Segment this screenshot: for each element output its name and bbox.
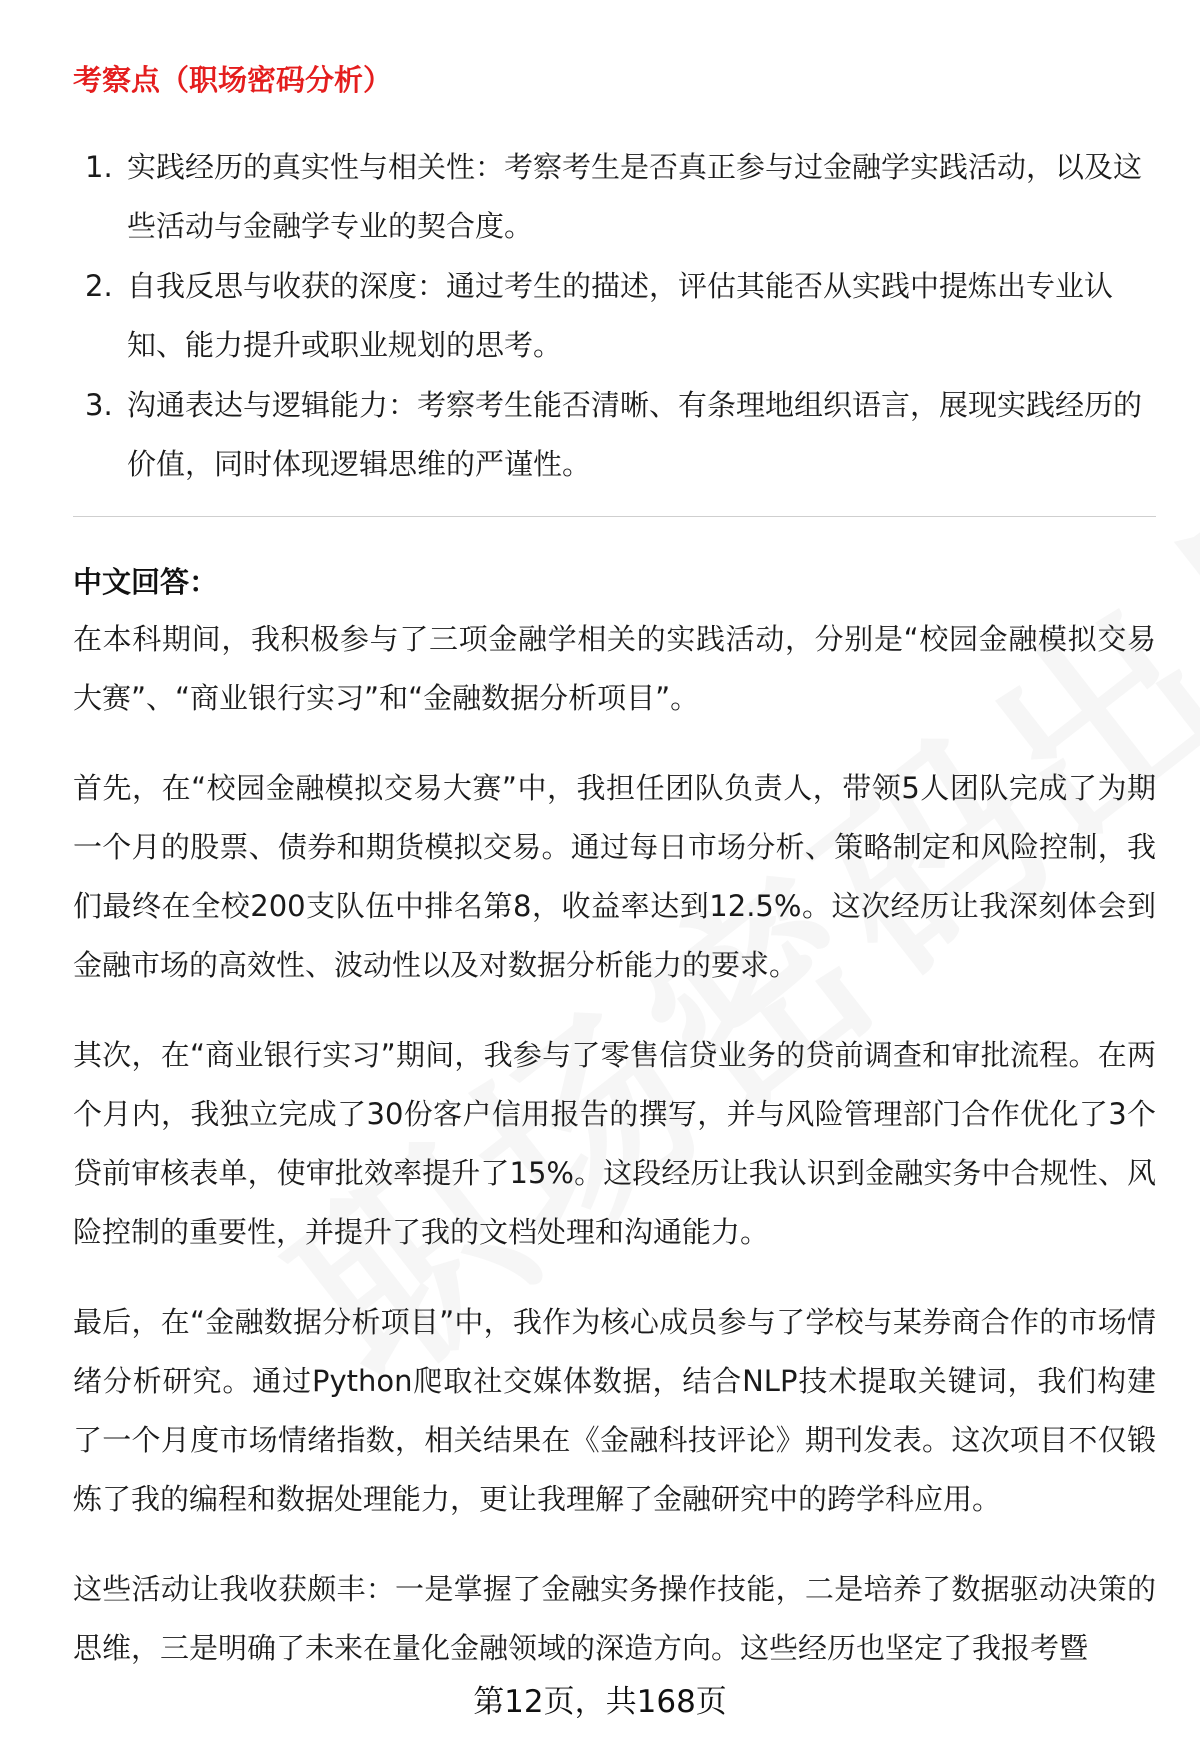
- answer-paragraph: 在本科期间，我积极参与了三项金融学相关的实践活动，分别是“校园金融模拟交易大赛”、“商业银行实习”和“金融数据分析项目”。: [73, 622, 1156, 715]
- list-item-text: 沟通表达与逻辑能力：考察考生能否清晰、有条理地组织语言，展现实践经历的价值，同时体现逻辑思维的严谨性。: [127, 388, 1143, 481]
- answer-paragraph: 这些活动让我收获颇丰：一是掌握了金融实务操作技能，二是培养了数据驱动决策的思维，三是明确了未来在量化金融领域的深造方向。这些经历也坚定了我报考暨: [73, 1572, 1156, 1665]
- section-divider: [73, 516, 1156, 517]
- list-item-number: 3.: [85, 388, 113, 422]
- list-item-number: 2.: [85, 269, 113, 303]
- list-item-text: 自我反思与收获的深度：通过考生的描述，评估其能否从实践中提炼出专业认知、能力提升或职业规划的思考。: [127, 269, 1114, 362]
- section-title-analysis: 考察点（职场密码分析）: [73, 63, 393, 97]
- answer-paragraph: 首先，在“校园金融模拟交易大赛”中，我担任团队负责人，带领5人团队完成了为期一个月的股票、债券和期货模拟交易。通过每日市场分析、策略制定和风险控制，我们最终在全校200支队伍中排名第8，收益率达到12.5%。这次经历让我深刻体会到金融市场的高效性、波动性以及对数据分析能力的要求。: [73, 771, 1156, 982]
- page-number: 第12页，共168页: [473, 1684, 727, 1720]
- analysis-list: [73, 138, 1153, 495]
- list-item: [73, 376, 1153, 494]
- list-item-number: 1.: [85, 150, 113, 184]
- answer-body: [73, 610, 1156, 1709]
- answer-paragraph: 其次，在“商业银行实习”期间，我参与了零售信贷业务的贷前调查和审批流程。在两个月内，我独立完成了30份客户信用报告的撰写，并与风险管理部门合作优化了3个贷前审核表单，使审批效率提升了15%。这段经历让我认识到金融实务中合规性、风险控制的重要性，并提升了我的文档处理和沟通能力。: [73, 1038, 1156, 1249]
- list-item: [73, 138, 1153, 256]
- section-title-answer: 中文回答：: [73, 565, 219, 599]
- answer-paragraph: 最后，在“金融数据分析项目”中，我作为核心成员参与了学校与某券商合作的市场情绪分析研究。通过Python爬取社交媒体数据，结合NLP技术提取关键词，我们构建了一个月度市场情绪指数，相关结果在《金融科技评论》期刊发表。这次项目不仅锻炼了我的编程和数据处理能力，更让我理解了金融研究中的跨学科应用。: [73, 1305, 1156, 1516]
- list-item: [73, 257, 1153, 375]
- list-item-text: 实践经历的真实性与相关性：考察考生是否真正参与过金融学实践活动，以及这些活动与金融学专业的契合度。: [127, 150, 1143, 243]
